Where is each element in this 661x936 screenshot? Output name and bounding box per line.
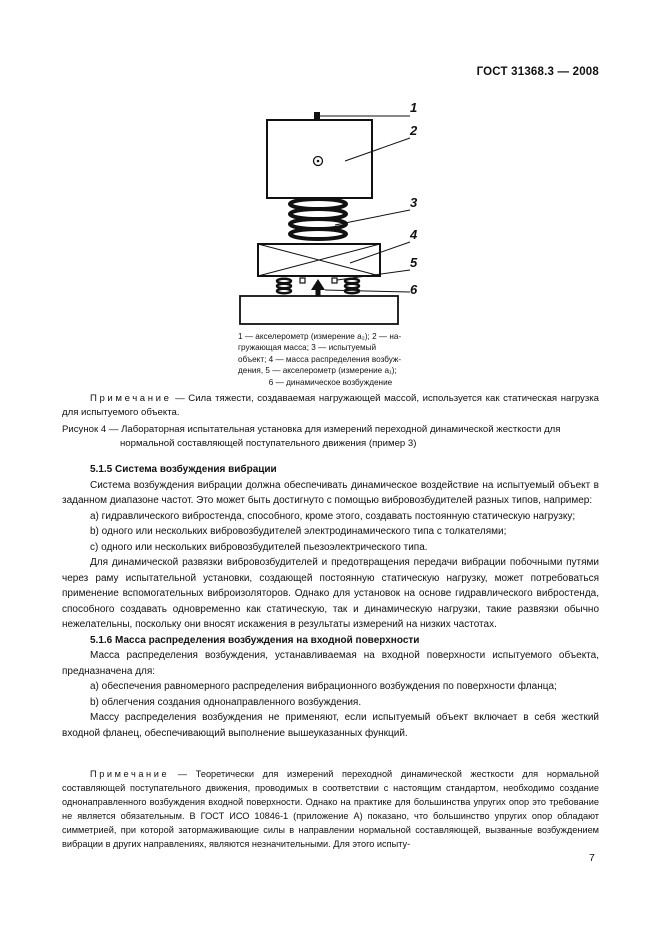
loading-mass — [267, 120, 372, 198]
test-object-spring — [290, 199, 346, 239]
note-label: Примечание — [90, 393, 172, 404]
paragraph: Масса распределения возбуждения, устанавливаемая на входной поверхности испытуемого объекта, предназначена для: — [62, 650, 599, 677]
legend-line: объект; 4 — масса распределения возбуж- — [238, 354, 402, 364]
callout-3: 3 — [410, 195, 418, 210]
callout-6: 6 — [410, 282, 418, 297]
page-number: 7 — [589, 852, 595, 864]
paragraph: Система возбуждения вибрации должна обеспечивать динамическое воздействие на испытуемый объект в заданном диапазоне частот. Это может быть достигнуто с помощью вибровозбудителей разных типов, например: — [62, 479, 599, 506]
test-setup-diagram — [200, 100, 440, 330]
base-plate — [240, 296, 398, 324]
note-text: — Сила тяжести, создаваемая нагружающей массой, используется как статическая нагрузка для испытуемого объекта. — [62, 393, 599, 418]
figure-test-setup — [200, 100, 440, 330]
figure-title-line: Рисунок 4 — Лабораторная испытательная установка для измерений переходной динамической жесткости для — [62, 424, 561, 435]
legend-line: 6 — динамическое возбуждение — [268, 377, 393, 387]
figure-title — [62, 423, 599, 451]
callout-2: 2 — [410, 123, 418, 138]
note-text: — Теоретически для измерений переходной динамической жесткости для нормальной составляющей поступательного движения, проводимых в соответствии с настоящим стандартом, необходимо создание однонаправленного возбуждения входной поверхности. Однако на практике для большинства упругих опор это требование не является обязательным. В ГОСТ ИСО 10846-1 (приложение А) показано, что большинство упругих опор обладают симметрией, при которой затормаживающие силы в направлении нормальной составляющей, вызванные возбуждением вибрации в других направлениях, являются незначительными. Для этого испыту- — [62, 769, 599, 849]
section-heading: 5.1.5 Система возбуждения вибрации — [90, 464, 277, 475]
list-item: a) гидравлического вибростенда, способного, кроме этого, создавать постоянную статическую нагрузку; — [90, 510, 576, 522]
list-item: b) облегчения создания однонаправленного возбуждения. — [90, 696, 362, 708]
callout-4: 4 — [410, 227, 418, 242]
paragraph: Массу распределения возбуждения не применяют, если испытуемый объект включает в себя жесткий входной фланец, обеспечивающий выполнение вышеуказанных функций. — [62, 712, 599, 739]
legend-line: дения, 5 — акселерометр (измерение a₁); — [238, 366, 397, 376]
legend-line: 1 — акселерометр (измерение a₂); 2 — на- — [238, 332, 402, 341]
main-body — [62, 462, 599, 741]
callout-1: 1 — [410, 100, 418, 115]
section-heading: 5.1.6 Масса распределения возбуждения на входной поверхности — [90, 634, 420, 646]
callout-5: 5 — [410, 255, 418, 270]
figure-legend — [238, 331, 423, 388]
list-item: a) обеспечения равномерного распределения вибрационного возбуждения по поверхности фланца; — [90, 681, 557, 692]
paragraph: Для динамической развязки вибровозбудителей и предотвращения передачи вибрации побочными путями через раму испытательной установки, создающей постоянную статическую нагрузку, может потребоваться применение вспомогательных виброизоляторов. Однако для установок на основе гидравлического вибростенда, способного создавать одновременно как статическую, так и динамическую нагрузки, такие развязки обычно нежелательны, поскольку они вносят искажения в результаты измерений на низких частотах. — [62, 557, 599, 630]
note-label: Примечание — [90, 769, 170, 779]
legend-line: гружающая масса; 3 — испытуемый — [238, 343, 377, 353]
list-item: b) одного или нескольких вибровозбудителей электродинамического типа с толкателями; — [90, 526, 507, 537]
list-item: c) одного или нескольких вибровозбудителей пьезоэлектрического типа. — [90, 541, 428, 553]
leader-line-6 — [325, 290, 410, 292]
figure-title-line: нормальной составляющей поступательного движения (пример 3) — [120, 438, 417, 449]
accelerometer-top — [314, 112, 320, 119]
figure-note — [62, 392, 599, 420]
standard-header: ГОСТ 31368.3 — 2008 — [476, 66, 599, 78]
section-note — [62, 767, 599, 851]
